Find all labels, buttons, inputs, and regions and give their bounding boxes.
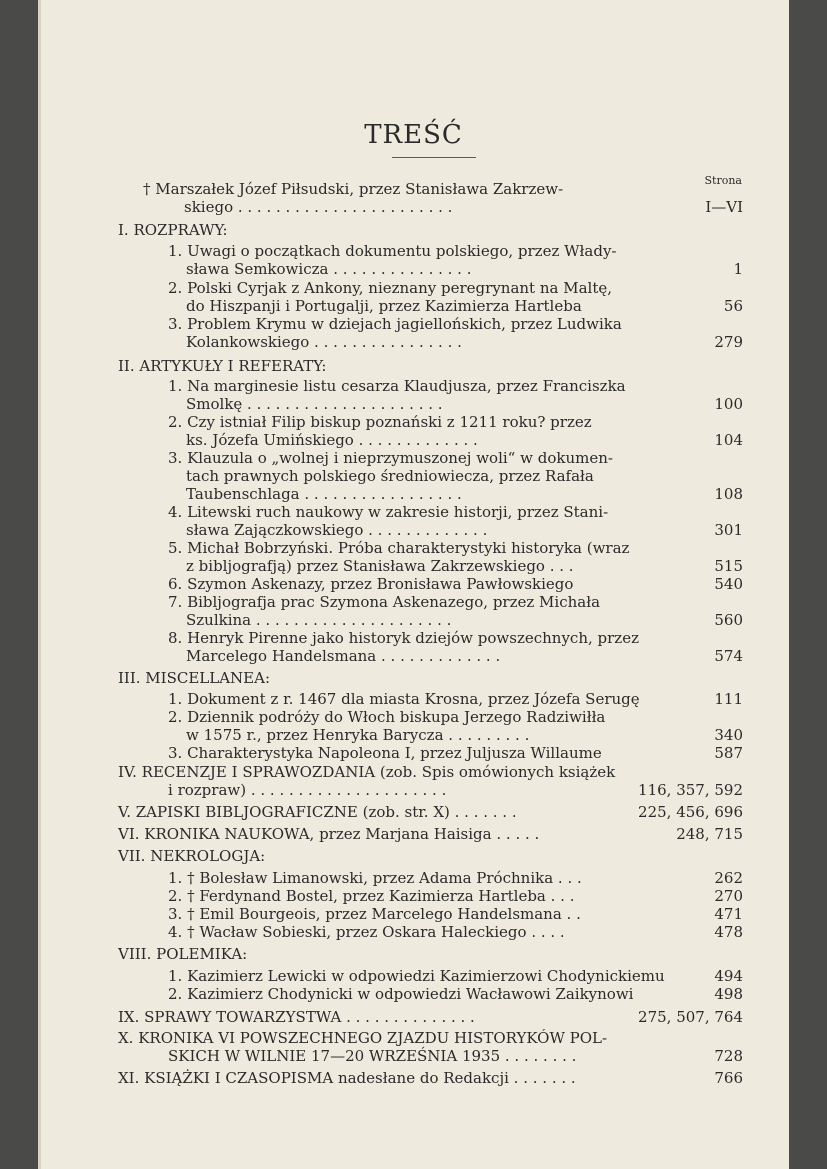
toc-page-number: 540 [714,575,743,593]
toc-page-number: 116, 357, 592 [638,781,743,799]
toc-line-text: w 1575 r., przez Henryka Barycza . . . . . . . . . [186,726,530,744]
toc-line-text: X. KRONIKA VI POWSZECHNEGO ZJAZDU HISTORYKÓW POL- [118,1029,608,1047]
toc-line-text: 4. † Wacław Sobieski, przez Oskara Haleckiego . . . . [168,923,565,941]
toc-line-text: SKICH W WILNIE 17—20 WRZEŚNIA 1935 . . . . . . . . [168,1047,577,1065]
toc-page-number: 248, 715 [676,825,743,843]
toc-line-text: Taubenschlaga . . . . . . . . . . . . . . . . . [186,485,462,503]
toc-line-text: 2. Polski Cyrjak z Ankony, nieznany peregrynant na Maltę, [168,279,613,297]
toc-page-number: 498 [714,985,743,1003]
toc-line-text: 2. † Ferdynand Bostel, przez Kazimierza Hartleba . . . [168,887,575,905]
book-page [38,0,789,1169]
toc-line-text: Kolankowskiego . . . . . . . . . . . . . . . . [186,333,462,351]
toc-page-number: 262 [714,869,743,887]
toc-line-text: 1. Uwagi o początkach dokumentu polskiego, przez Włady- [168,242,617,260]
toc-line-text: Szulkina . . . . . . . . . . . . . . . . . . . . . [186,611,452,629]
toc-line-text: sława Zajączkowskiego . . . . . . . . . . . . . [186,521,488,539]
toc-page-number: 587 [714,744,743,762]
toc-line-text: ks. Józefa Umińskiego . . . . . . . . . . . . . [186,431,478,449]
toc-line-text: IV. RECENZJE I SPRAWOZDANIA (zob. Spis omówionych książek [118,763,616,781]
toc-line-text: sława Semkowicza . . . . . . . . . . . . . . . [186,260,472,278]
toc-page-number: 1 [733,260,743,278]
toc-line-text: do Hiszpanji i Portugalji, przez Kazimierza Hartleba [186,297,582,315]
toc-page-number: 270 [714,887,743,905]
toc-page-number: 515 [714,557,743,575]
toc-page-number: 560 [714,611,743,629]
toc-line-text: III. MISCELLANEA: [118,669,271,687]
toc-line-text: skiego . . . . . . . . . . . . . . . . . . . . . . . [184,198,453,216]
toc-line-text: 2. Kazimierz Chodynicki w odpowiedzi Wacławowi Zaikynowi [168,985,634,1003]
toc-line-text: z bibljografją) przez Stanisława Zakrzewskiego . . . [186,557,574,575]
toc-line-text: 2. Czy istniał Filip biskup poznański z 1211 roku? przez [168,413,592,431]
toc-page-number: 471 [714,905,743,923]
toc-line-text: VIII. POLEMIKA: [118,945,248,963]
toc-line-text: 6. Szymon Askenazy, przez Bronisława Pawłowskiego [168,575,574,593]
toc-page-number: 478 [714,923,743,941]
toc-line-text: VI. KRONIKA NAUKOWA, przez Marjana Haisiga . . . . . [118,825,540,843]
toc-line-text: Marcelego Handelsmana . . . . . . . . . . . . . [186,647,501,665]
toc-line-text: 7. Bibljografja prac Szymona Askenazego, przez Michała [168,593,601,611]
toc-page-number: 766 [714,1069,743,1087]
toc-page-number: 111 [714,690,743,708]
toc-page-number: 56 [723,297,743,315]
toc-line-text: tach prawnych polskiego średniowiecza, przez Rafała [186,467,594,485]
toc-page-number: 225, 456, 696 [638,803,743,821]
page-column-label: Strona [704,174,742,187]
toc-line-text: 4. Litewski ruch naukowy w zakresie historji, przez Stani- [168,503,609,521]
page-title: TREŚĆ [364,120,463,150]
toc-line-text: † Marszałek Józef Piłsudski, przez Stanisława Zakrzew- [143,180,564,198]
toc-line-text: 2. Dziennik podróży do Włoch biskupa Jerzego Radziwiłła [168,708,606,726]
toc-page-number: 728 [714,1047,743,1065]
toc-line-text: I. ROZPRAWY: [118,221,228,239]
toc-line-text: IX. SPRAWY TOWARZYSTWA . . . . . . . . . . . . . . [118,1008,475,1026]
toc-page-number: 100 [714,395,743,413]
toc-line-text: i rozpraw) . . . . . . . . . . . . . . . . . . . . . [168,781,447,799]
toc-page-number: 275, 507, 764 [638,1008,743,1026]
toc-line-text: 3. Problem Krymu w dziejach jagiellońskich, przez Ludwika [168,315,622,333]
toc-line-text: VII. NEKROLOGJA: [118,847,266,865]
toc-line-text: 8. Henryk Pirenne jako historyk dziejów powszechnych, przez [168,629,639,647]
toc-line-text: 3. † Emil Bourgeois, przez Marcelego Handelsmana . . [168,905,581,923]
toc-line-text: XI. KSIĄŻKI I CZASOPISMA nadesłane do Redakcji . . . . . . . [118,1069,576,1087]
toc-line-text: 1. Kazimierz Lewicki w odpowiedzi Kazimierzowi Chodynickiemu [168,967,665,985]
toc-page-number: 279 [714,333,743,351]
toc-line-text: 1. † Bolesław Limanowski, przez Adama Próchnika . . . [168,869,582,887]
toc-page-number: 494 [714,967,743,985]
toc-page-number: 108 [714,485,743,503]
toc-line-text: 3. Klauzula o „wolnej i nieprzymuszonej woli“ w dokumen- [168,449,613,467]
toc-line-text: II. ARTYKUŁY I REFERATY: [118,357,327,375]
toc-line-text: 1. Na marginesie listu cesarza Klaudjusza, przez Franciszka [168,377,626,395]
title-rule [392,157,476,158]
toc-page-number: 574 [714,647,743,665]
toc-line-text: Smolkę . . . . . . . . . . . . . . . . . . . . . [186,395,443,413]
toc-page-number: 340 [714,726,743,744]
toc-page-number: 104 [714,431,743,449]
toc-page-number: I—VI [705,198,743,216]
toc-page-number: 301 [714,521,743,539]
toc-line-text: 1. Dokument z r. 1467 dla miasta Krosna, przez Józefa Serugę [168,690,640,708]
toc-line-text: V. ZAPISKI BIBLJOGRAFICZNE (zob. str. X) . . . . . . . [118,803,517,821]
toc-line-text: 5. Michał Bobrzyński. Próba charakterystyki historyka (wraz [168,539,630,557]
toc-line-text: 3. Charakterystyka Napoleona I, przez Juljusza Willaume [168,744,602,762]
